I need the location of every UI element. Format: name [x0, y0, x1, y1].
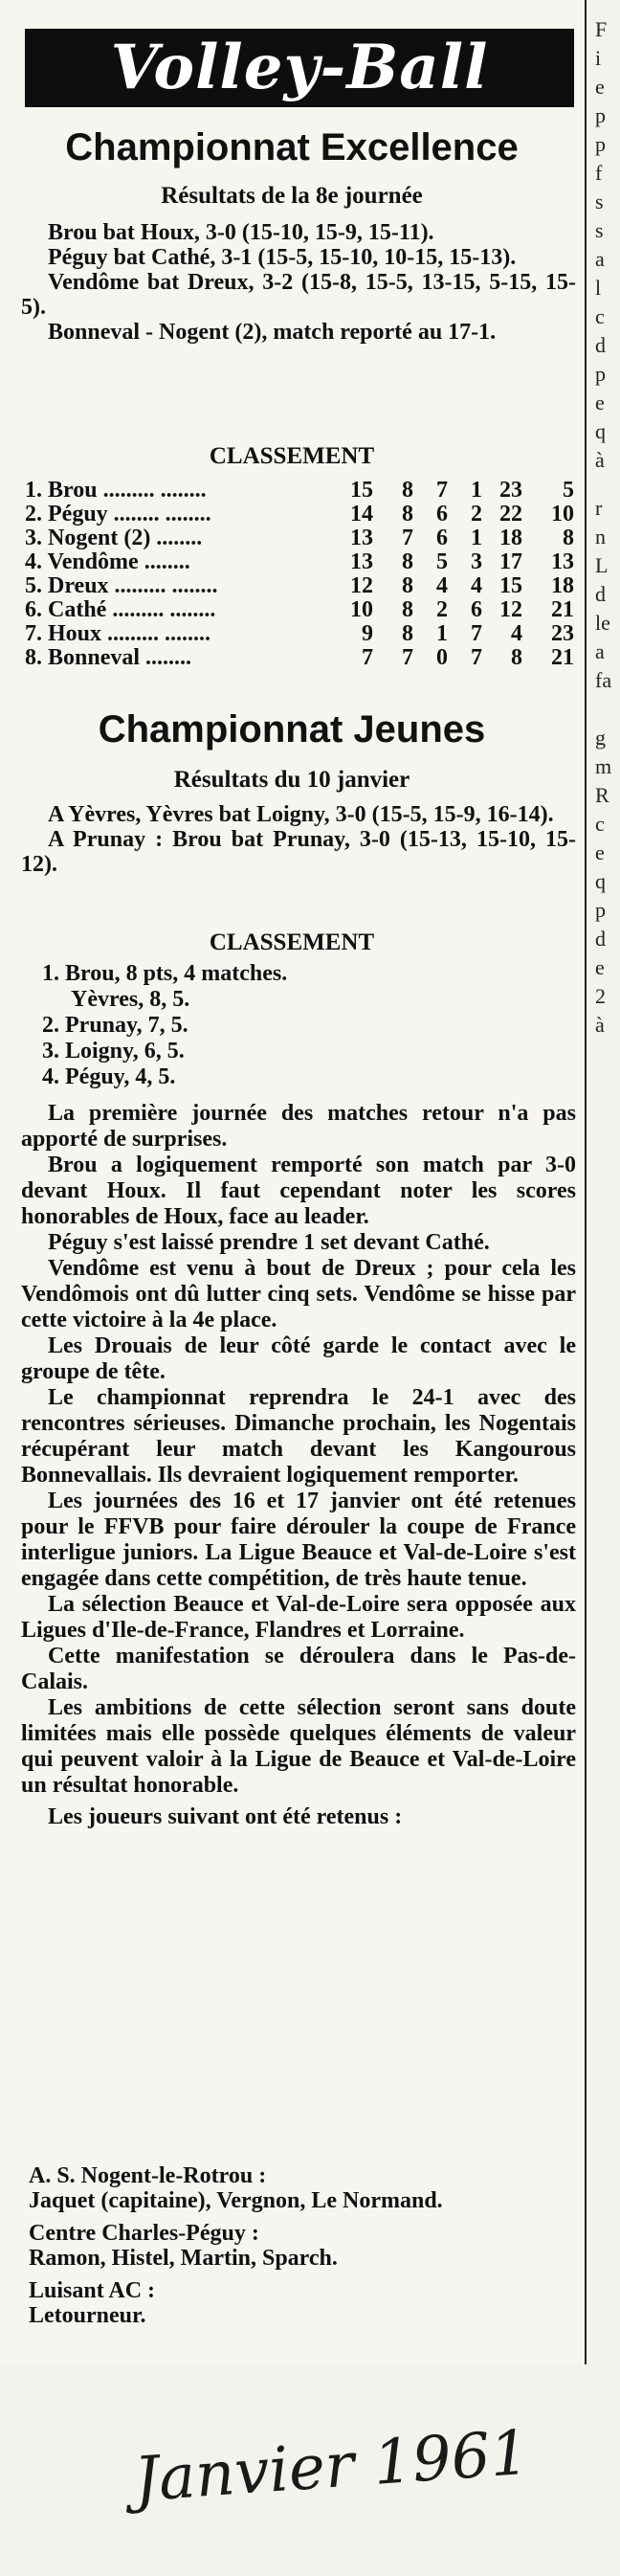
points: 9	[362, 621, 373, 646]
won: 6	[436, 502, 448, 526]
edge-letter: le	[595, 611, 610, 635]
result-line: Bonneval - Nogent (2), match reporté au 17-1.	[48, 320, 497, 345]
jeunes-standings	[42, 961, 559, 1090]
lost: 1	[471, 526, 482, 550]
club-name: Luisant AC :	[29, 2278, 156, 2303]
jeunes-subheading: Résultats du 10 janvier	[173, 767, 410, 793]
sets-against: 5	[563, 478, 574, 503]
team-name: 8. Bonneval ........	[25, 645, 192, 670]
excellence-heading: Championnat Excellence	[65, 126, 519, 168]
excellence-standings-title: CLASSEMENT	[209, 443, 375, 469]
team-name: 3. Nogent (2) ........	[25, 526, 203, 550]
won: 6	[436, 526, 448, 550]
article-paragraph: Les Drouais de leur côté garde le contact avec le groupe de tête.	[21, 1333, 576, 1384]
article-paragraph: Le championnat reprendra le 24-1 avec des rencontres sérieuses. Dimanche prochain, les Nogentais récupérant leur match devant les Kangourous Bonnevallais. Ils devraient logiquement remporter.	[21, 1385, 576, 1488]
sets-against: 18	[551, 573, 574, 598]
edge-letter: q	[595, 869, 606, 893]
edge-letter: r	[595, 496, 603, 520]
edge-letter: p	[595, 103, 606, 127]
article-paragraph: Péguy s'est laissé prendre 1 set devant Cathé.	[48, 1230, 490, 1255]
lost: 3	[471, 549, 482, 574]
excellence-results	[21, 220, 576, 345]
result-line: A Prunay : Brou bat Prunay, 3-0 (15-13, 15-10, 15-12).	[21, 827, 576, 877]
edge-letter: e	[595, 391, 605, 414]
team-name: 6. Cathé ......... ........	[25, 597, 216, 622]
article-paragraph: Les ambitions de cette sélection seront sans doute limitées mais elle possède quelques éléments de valeur qui peuvent valoir à la Ligue de Beauce et Val-de-Loire un résultat honorable.	[21, 1695, 576, 1798]
edge-letter: d	[595, 927, 606, 951]
column-rule	[585, 0, 587, 2364]
adjacent-column-fragment	[593, 0, 620, 2364]
played: 8	[402, 621, 413, 646]
volley-ball-banner: Volley-Ball	[25, 29, 574, 107]
edge-letter: s	[595, 190, 604, 213]
played: 8	[402, 478, 413, 503]
edge-letter: c	[595, 812, 605, 836]
club-name: A. S. Nogent-le-Rotrou :	[29, 2163, 267, 2188]
standings-line: 4. Péguy, 4, 5.	[42, 1064, 176, 1089]
edge-letter: q	[595, 419, 606, 443]
jeunes-standings-title: CLASSEMENT	[209, 930, 375, 955]
edge-letter: f	[595, 161, 603, 185]
points: 12	[350, 573, 373, 598]
edge-letter: p	[595, 362, 606, 386]
result-line: A Yèvres, Yèvres bat Loigny, 3-0 (15-5, 15-9, 16-14).	[48, 802, 554, 827]
lost: 1	[471, 478, 482, 503]
sets-for: 23	[499, 478, 522, 503]
sets-for: 17	[499, 549, 522, 574]
edge-letter: p	[595, 898, 606, 922]
standings-line: 2. Prunay, 7, 5.	[42, 1013, 188, 1038]
team-name: 1. Brou ......... ........	[25, 478, 207, 503]
sets-for: 18	[499, 526, 522, 550]
edge-letter: e	[595, 75, 605, 99]
sets-against: 10	[551, 502, 574, 526]
edge-letter: e	[595, 840, 605, 864]
standings-row	[25, 622, 574, 646]
played: 8	[402, 549, 413, 574]
edge-letter: à	[595, 448, 605, 472]
sets-for: 8	[511, 645, 522, 670]
article-paragraph: Brou a logiquement remporté son match par 3-0 devant Houx. Il faut cependant noter les scores honorables de Houx, face au leader.	[21, 1153, 576, 1229]
edge-letter: l	[595, 276, 602, 300]
article-paragraph: Vendôme est venu à bout de Dreux ; pour cela les Vendômois ont dû lutter cinq sets. Vendôme se hisse par cette victoire à la 4e place.	[21, 1256, 576, 1333]
played: 7	[402, 526, 413, 550]
sets-against: 8	[563, 526, 574, 550]
club-players: Ramon, Histel, Martin, Sparch.	[29, 2246, 338, 2271]
team-name: 2. Péguy ........ ........	[25, 502, 211, 526]
played: 7	[402, 645, 413, 670]
article-paragraph: La sélection Beauce et Val-de-Loire sera opposée aux Ligues d'Ile-de-France, Flandres et Lorraine.	[21, 1592, 576, 1643]
standings-row	[25, 550, 574, 574]
sets-against: 21	[551, 645, 574, 670]
article-paragraph: La première journée des matches retour n'a pas apporté de surprises.	[21, 1101, 576, 1152]
standings-line: Yèvres, 8, 5.	[71, 987, 190, 1012]
won: 0	[436, 645, 448, 670]
team-name: 7. Houx ......... ........	[25, 621, 211, 646]
article-paragraph: Les joueurs suivant ont été retenus :	[48, 1804, 403, 1829]
players-list	[21, 2163, 576, 2328]
won: 4	[436, 573, 448, 598]
standings-line: 1. Brou, 8 pts, 4 matches.	[42, 961, 288, 986]
edge-letter: a	[595, 247, 605, 271]
points: 15	[350, 478, 373, 503]
edge-letter: i	[595, 46, 602, 70]
won: 7	[436, 478, 448, 503]
lost: 6	[471, 597, 482, 622]
edge-letter: L	[595, 553, 609, 577]
points: 7	[362, 645, 373, 670]
lost: 7	[471, 621, 482, 646]
standings-row	[25, 646, 574, 670]
sets-against: 21	[551, 597, 574, 622]
club-players: Letourneur.	[29, 2303, 146, 2328]
edge-letter: m	[595, 754, 612, 778]
sets-against: 23	[551, 621, 574, 646]
sets-for: 4	[511, 621, 522, 646]
jeunes-results	[21, 802, 576, 877]
lost: 4	[471, 573, 482, 598]
edge-letter: 2	[595, 984, 606, 1008]
edge-letter: e	[595, 955, 605, 979]
edge-letter: à	[595, 1013, 605, 1037]
points: 13	[350, 526, 373, 550]
edge-letter: d	[595, 333, 606, 357]
article-paragraph: Cette manifestation se déroulera dans le Pas-de-Calais.	[21, 1644, 576, 1694]
points: 10	[350, 597, 373, 622]
standings-row	[25, 598, 574, 622]
article-body	[21, 1101, 576, 1830]
standings-row	[25, 526, 574, 550]
article-paragraph: Les journées des 16 et 17 janvier ont été retenues pour le FFVB pour faire dérouler la coupe de France interligue juniors. La Ligue Beauce et Val-de-Loire s'est engagée dans cette compétition, de très haute tenue.	[21, 1489, 576, 1591]
edge-letter: R	[595, 783, 609, 807]
team-name: 4. Vendôme ........	[25, 549, 190, 574]
played: 8	[402, 597, 413, 622]
played: 8	[402, 573, 413, 598]
won: 1	[436, 621, 448, 646]
club-players: Jaquet (capitaine), Vergnon, Le Normand.	[29, 2188, 443, 2213]
lost: 7	[471, 645, 482, 670]
standings-row	[25, 479, 574, 503]
edge-letter: c	[595, 304, 605, 328]
sets-for: 22	[499, 502, 522, 526]
played: 8	[402, 502, 413, 526]
standings-row	[25, 503, 574, 526]
edge-letter: F	[595, 17, 608, 41]
won: 5	[436, 549, 448, 574]
lost: 2	[471, 502, 482, 526]
edge-letter: fa	[595, 668, 612, 692]
result-line: Péguy bat Cathé, 3-1 (15-5, 15-10, 10-15, 15-13).	[48, 245, 517, 270]
edge-letter: p	[595, 132, 606, 156]
standings-line: 3. Loigny, 6, 5.	[42, 1039, 185, 1064]
jeunes-heading: Championnat Jeunes	[98, 708, 486, 750]
edge-letter: a	[595, 639, 605, 663]
result-line: Brou bat Houx, 3-0 (15-10, 15-9, 15-11).	[48, 220, 434, 245]
points: 13	[350, 549, 373, 574]
edge-letter: s	[595, 218, 604, 242]
handwritten-date: Janvier 1961	[131, 2417, 532, 2517]
excellence-subheading: Résultats de la 8e journée	[161, 183, 423, 209]
points: 14	[350, 502, 373, 526]
won: 2	[436, 597, 448, 622]
sets-for: 12	[499, 597, 522, 622]
edge-letter: d	[595, 582, 606, 606]
edge-letter: n	[595, 525, 606, 549]
edge-letter: g	[595, 726, 606, 750]
sets-for: 15	[499, 573, 522, 598]
club-name: Centre Charles-Péguy :	[29, 2221, 259, 2246]
excellence-standings-table	[25, 479, 574, 670]
standings-row	[25, 574, 574, 598]
sets-against: 13	[551, 549, 574, 574]
team-name: 5. Dreux ......... ........	[25, 573, 218, 598]
result-line: Vendôme bat Dreux, 3-2 (15-8, 15-5, 13-15, 5-15, 15-5).	[21, 270, 576, 320]
